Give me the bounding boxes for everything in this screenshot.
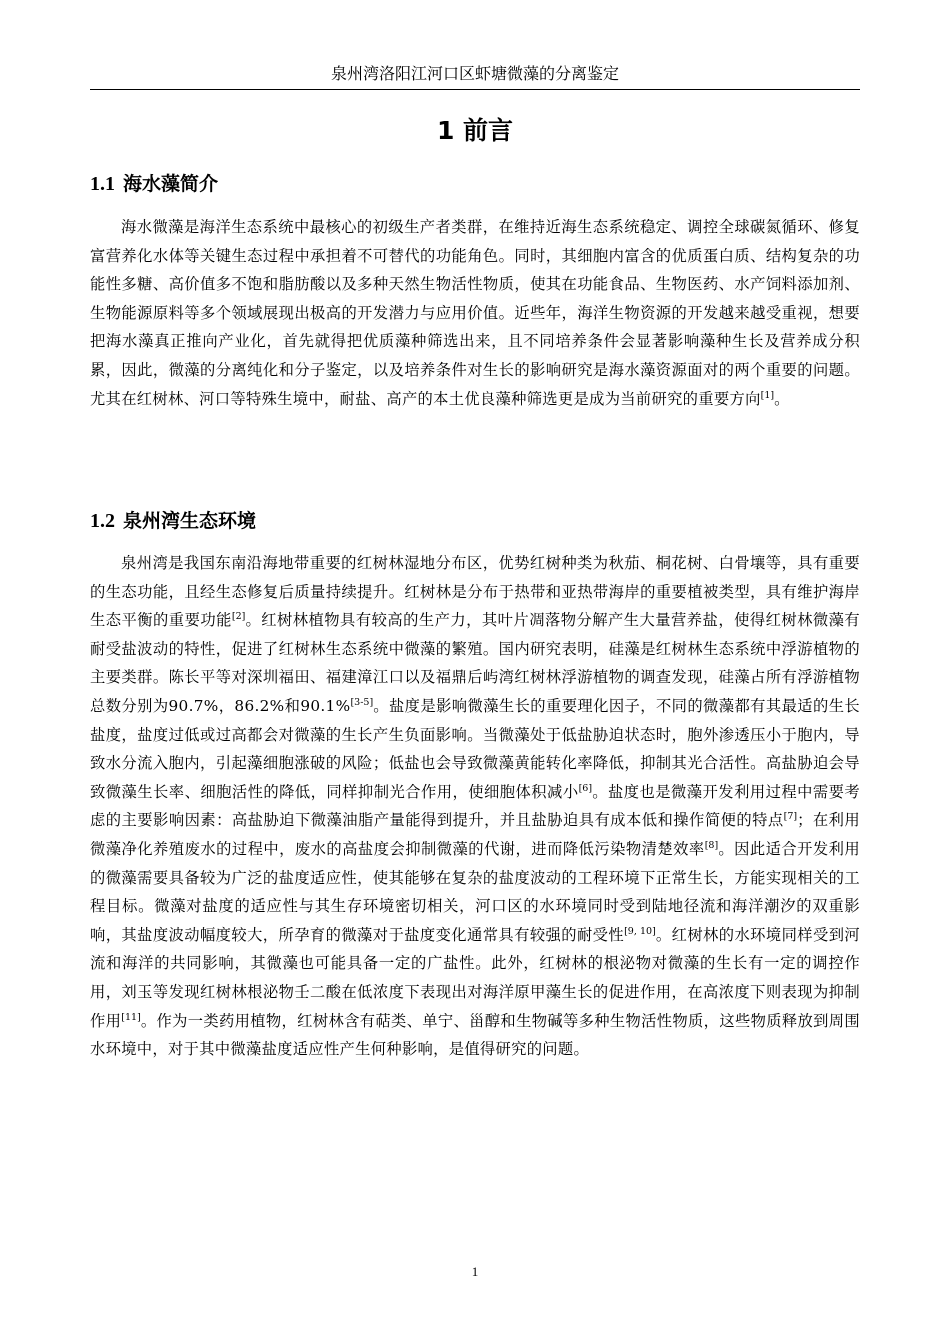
citation: [9, 10]: [624, 925, 656, 937]
paragraph-text: 。作为一类药用植物，红树林含有萜类、单宁、甾醇和生物碱等多种生物活性物质，这些物质释放到周围水环境中，对于其中微藻盐度适应性产生何种影响，是值得研究的问题。: [90, 1011, 860, 1059]
citation: [6]: [578, 782, 593, 794]
section-1-2-paragraph: [90, 549, 860, 1064]
section-number: 1.1: [90, 173, 115, 195]
citation: [2]: [231, 611, 246, 623]
header-rule: [90, 89, 860, 90]
citation: [3-5]: [350, 696, 374, 708]
section-1-1-paragraph: [90, 213, 860, 413]
section-heading-1-2: [90, 507, 860, 535]
section-number: 1.2: [90, 510, 115, 532]
citation: [11]: [121, 1011, 141, 1023]
paragraph-text: 。: [774, 389, 790, 408]
paragraph-text: ；在利用微藻净化养殖废水的过程中，废水的高盐度会抑制微藻的代谢，进而降低污染物清楚效率: [90, 811, 861, 858]
running-header: 泉州湾洛阳江河口区虾塘微藻的分离鉴定: [330, 64, 619, 83]
paragraph-text: 。盐度是影响微藻生长的重要理化因子，不同的微藻都有其最适的生长盐度，盐度过低或过高都会对微藻的生长产生负面影响。当微藻处于低盐胁迫状态时，胞外渗透压小于胞内，导致水分流入胞内，引起藻细胞涨破的风险；低盐也会导致微藻黄能转化率降低，抑制其光合活性。高盐胁迫会导致微藻生长率、细胞活性的降低，同样抑制光合作用，使细胞体积减小: [90, 696, 860, 801]
section-title: 泉州湾生态环境: [123, 510, 257, 532]
paragraph-text: 海水微藻是海洋生态系统中最核心的初级生产者类群，在维持近海生态系统稳定、调控全球碳氮循环、修复富营养化水体等关键生态过程中承担着不可替代的功能角色。同时，其细胞内富含的优质蛋白质、结构复杂的功能性多糖、高价值多不饱和脂肪酸以及多种天然生物活性物质，使其在功能食品、生物医药、水产饲料添加剂、生物能源原料等多个领域展现出极高的开发潜力与应用价值。近些年，海洋生物资源的开发越来越受重视，想要把海水藻真正推向产业化，首先就得把优质藻种筛选出来，且不同培养条件会显著影响藻种生长及营养成分积累，因此，微藻的分离纯化和分子鉴定，以及培养条件对生长的影响研究是海水藻资源面对的两个重要的问题。尤其在红树林、河口等特殊生境中，耐盐、高产的本土优良藻种筛选更是成为当前研究的重要方向: [90, 218, 860, 408]
citation: [1]: [760, 389, 775, 401]
citation: [7]: [783, 811, 798, 823]
paragraph-text: 。红树林的水环境同样受到河流和海洋的共同影响，其微藻也可能具备一定的广盐性。此外，红树林的根泌物对微藻的生长有一定的调控作用，刘玉等发现红树林根泌物壬二酸在低浓度下表现出对海洋原甲藻生长的促进作用，在高浓度下则表现为抑制作用: [90, 925, 861, 1030]
paragraph-text: 。红树林植物具有较高的生产力，其叶片凋落物分解产生大量营养盐，使得红树林微藻有耐受盐波动的特性，促进了红树林生态系统中微藻的繁殖。国内研究表明，硅藻是红树林生态系统中浮游植物的主要类群。陈长平等对深圳福田、福建漳江口以及福鼎后屿湾红树林浮游植物的调查发现，硅藻占所有浮游植物总数分别为90.7%，86.2%和90.1%: [90, 611, 861, 715]
paragraph-text: 泉州湾是我国东南沿海地带重要的红树林湿地分布区，优势红树种类为秋茄、桐花树、白骨壤等，具有重要的生态功能，且经生态修复后质量持续提升。红树林是分布于热带和亚热带海岸的重要植被类型，具有维护海岸生态平衡的重要功能: [90, 554, 860, 630]
chapter-title: 1 前言: [436, 116, 514, 145]
paragraph-text: 。盐度也是微藻开发利用过程中需要考虑的主要影响因素：高盐胁迫下微藻油脂产量能得到提升，并且盐胁迫具有成本低和操作简便的特点: [90, 782, 860, 830]
citation: [8]: [704, 839, 719, 851]
section-title: 海水藻简介: [123, 173, 219, 195]
section-heading-1-1: [90, 170, 860, 198]
page-number: 1: [471, 1264, 479, 1279]
paragraph-text: 。因此适合开发利用的微藻需要具备较为广泛的盐度适应性，使其能够在复杂的盐度波动的工程环境下正常生长，方能实现相关的工程目标。微藻对盐度的适应性与其生存环境密切相关，河口区的水环境同时受到陆地径流和海洋潮汐的双重影响，其盐度波动幅度较大，所孕育的微藻对于盐度变化通常具有较强的耐受性: [90, 839, 861, 944]
